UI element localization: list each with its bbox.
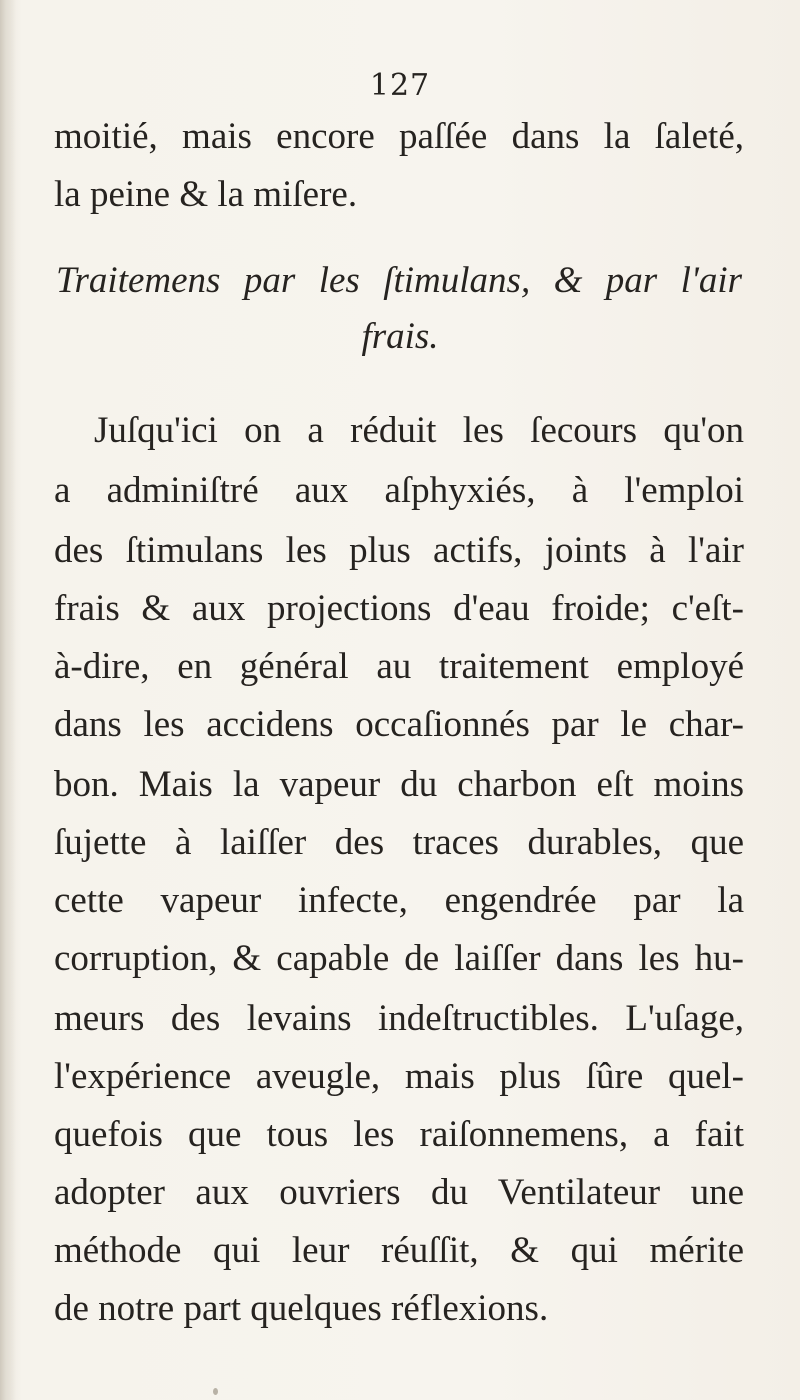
paragraph-line-6: dans les accidens occaſionnés par le char- <box>54 704 744 745</box>
page-gutter-shadow <box>0 0 16 1400</box>
paragraph-line-8: ſujette à laiſſer des traces durables, que <box>54 822 744 863</box>
paragraph-line-16: de notre part quelques réflexions. <box>54 1288 549 1329</box>
section-heading-line-1: Traitemens par les ſtimulans, & par l'air <box>56 260 742 301</box>
paragraph-line-4: frais & aux projections d'eau froide; c'eſt- <box>54 588 744 629</box>
paragraph-line-5: à-dire, en général au traitement employé <box>54 646 744 687</box>
page-number: 127 <box>369 68 431 103</box>
paragraph-line-14: adopter aux ouvriers du Ventilateur une <box>54 1172 744 1213</box>
paragraph-line-13: quefois que tous les raiſonnemens, a fait <box>54 1114 744 1155</box>
paragraph-line-3: des ſtimulans les plus actifs, joints à l'air <box>54 530 744 571</box>
paragraph-line-11: meurs des levains indeſtructibles. L'uſage, <box>54 998 744 1039</box>
section-heading-line-2: frais. <box>361 316 439 357</box>
paper-speck <box>213 1388 218 1395</box>
paragraph-line-15: méthode qui leur réuſſit, & qui mérite <box>54 1230 744 1271</box>
paragraph-line-1: Juſqu'ici on a réduit les ſecours qu'on <box>94 410 744 451</box>
paragraph-line-7: bon. Mais la vapeur du charbon eſt moins <box>54 764 744 805</box>
paragraph-line-10: corruption, & capable de laiſſer dans les hu- <box>54 938 744 979</box>
paragraph-line-2: a adminiſtré aux aſphyxiés, à l'emploi <box>54 470 744 511</box>
text-line-intro-2: la peine & la miſere. <box>54 174 358 215</box>
paragraph-line-9: cette vapeur infecte, engendrée par la <box>54 880 744 921</box>
text-line-intro-1: moitié, mais encore paſſée dans la ſaleté, <box>54 116 744 157</box>
paragraph-line-12: l'expérience aveugle, mais plus ſûre quel- <box>54 1056 744 1097</box>
